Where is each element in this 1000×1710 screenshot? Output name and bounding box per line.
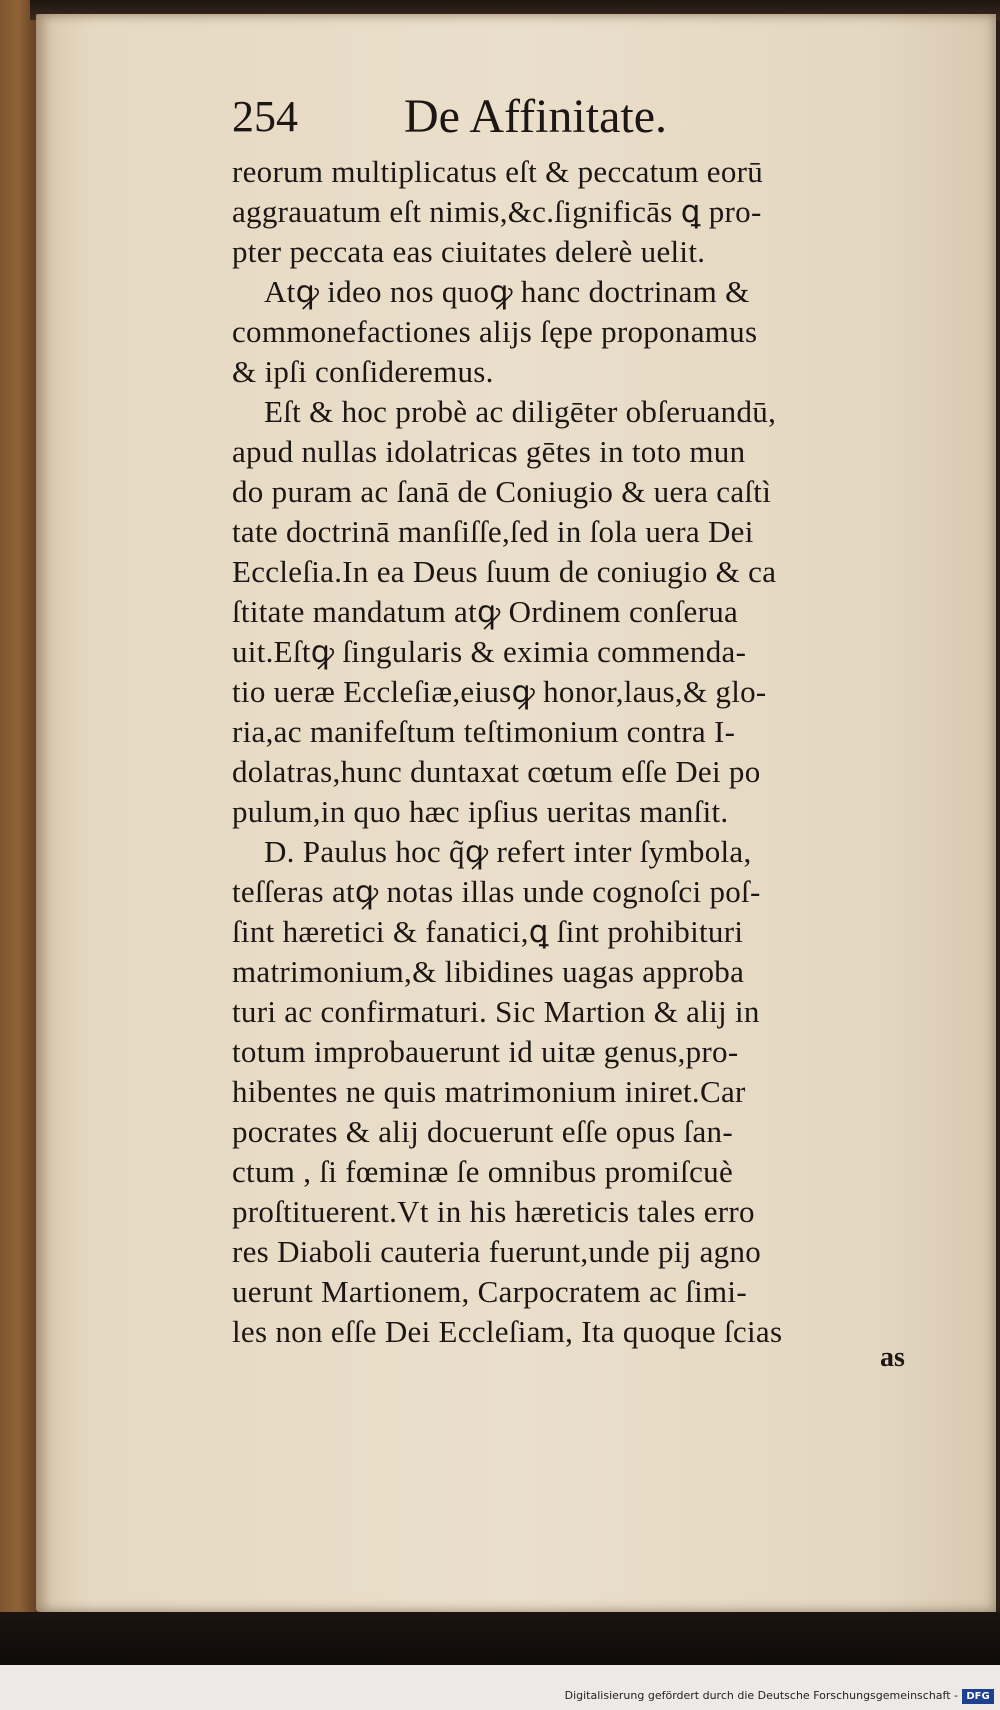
text-line: pocrates & alij docuerunt eſſe opus ſan- — [232, 1114, 733, 1149]
text-line: Eſt & hoc probè ac diligēter obſeruandū, — [264, 394, 777, 429]
text-line: tate doctrinā manſiſſe,ſed in ſola uera Dei — [232, 514, 754, 549]
text-line: matrimonium,& libidines uagas approba — [232, 954, 745, 989]
text-line: uit.Eſtꝙ ſingularis & eximia commenda- — [232, 634, 747, 669]
text-line: commonefactiones alijs ſępe proponamus — [232, 314, 758, 349]
book-cover-edge — [0, 0, 40, 1665]
footer-bar — [0, 1665, 1000, 1710]
text-line: ſint hæretici & fanatici,ꝗ ſint prohibituri — [232, 914, 744, 949]
text-line: Eccleſia.In ea Deus ſuum de coniugio & ca — [232, 554, 777, 589]
text-line: teſſeras atꝙ notas illas unde cognoſci poſ- — [232, 874, 761, 909]
text-line: totum improbauerunt id uitæ genus,pro- — [232, 1034, 739, 1069]
text-line: pter peccata eas ciuitates delerè uelit. — [232, 234, 706, 269]
text-line: ſtitate mandatum atꝙ Ordinem conſerua — [232, 594, 739, 629]
catchword: as — [880, 1342, 905, 1373]
text-line: ctum , ſi fœminæ ſe omnibus promiſcuè — [232, 1154, 734, 1189]
text-line: hibentes ne quis matrimonium iniret.Car — [232, 1074, 746, 1109]
text-line: les non eſſe Dei Eccleſiam, Ita quoque ſcias — [232, 1314, 783, 1349]
text-line: pulum,in quo hæc ipſius ueritas manſit. — [232, 794, 729, 829]
text-line: turi ac confirmaturi. Sic Martion & alij in — [232, 994, 760, 1029]
text-line: reorum multiplicatus eſt & peccatum eorū — [232, 154, 764, 189]
text-line: apud nullas idolatricas gētes in toto mun — [232, 434, 746, 469]
text-line: uerunt Martionem, Carpocratem ac ſimi- — [232, 1274, 747, 1309]
dfg-logo: DFG — [962, 1689, 994, 1704]
text-line: dolatras,hunc duntaxat cœtum eſſe Dei po — [232, 754, 761, 789]
body-text — [232, 152, 932, 1352]
text-line: aggrauatum eſt nimis,&c.ſignificās ꝗ pro- — [232, 194, 762, 229]
text-line: do puram ac ſanā de Coniugio & uera caſtì — [232, 474, 772, 509]
text-line: ria,ac manifeſtum teſtimonium contra I- — [232, 714, 736, 749]
text-line: Atꝙ ideo nos quoꝙ hanc doctrinam & — [264, 274, 750, 309]
text-line: proſtituerent.Vt in his hæreticis tales erro — [232, 1194, 755, 1229]
text-line: res Diaboli cauteria fuerunt,unde pij agno — [232, 1234, 762, 1269]
page-header — [232, 82, 752, 152]
running-head: De Affinitate. — [404, 90, 668, 143]
book-bottom-edge — [0, 1612, 1000, 1665]
funding-credit: Digitalisierung gefördert durch die Deutsche Forschungsgemeinschaft - — [564, 1689, 958, 1702]
text-line: tio ueræ Eccleſiæ,eiusꝙ honor,laus,& glo- — [232, 674, 767, 709]
text-line: & ipſi conſideremus. — [232, 354, 494, 389]
page-number: 254 — [232, 92, 298, 141]
text-line: D. Paulus hoc q̃ꝙ refert inter ſymbola, — [264, 834, 752, 869]
